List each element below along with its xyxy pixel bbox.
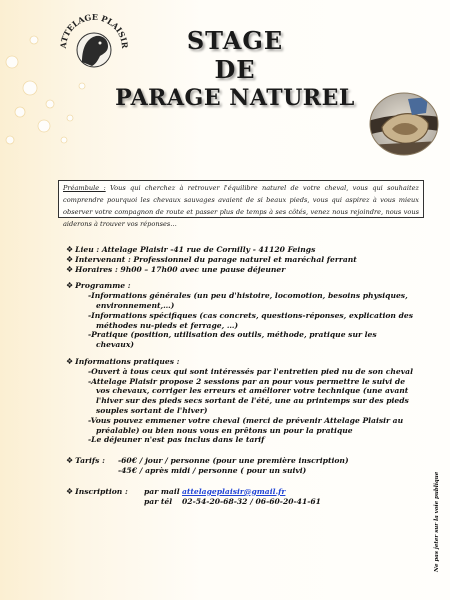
preamble-text: Vous qui cherchez à retrouver l'équilibre naturel de votre cheval, vous qui souhaitez comprendre pourquoi les chevaux sauvages avaient de si beaux pieds, vous qui aspirez à vous mieux observer votre compagnon de route et passer plus de temps à ses côtés, venez nous rejoindre, nous vous aiderons à trouver vos réponses… <box>63 184 419 228</box>
diamond-bullet-icon: ❖ <box>66 486 74 496</box>
pratiques-item: -Le déjeuner n'est pas inclus dans le tarif <box>88 435 265 445</box>
tarifs-line-2 <box>66 466 416 476</box>
inscription-mail <box>66 487 416 497</box>
diamond-bullet-icon: ❖ <box>66 245 74 254</box>
diamond-bullet-icon: ❖ <box>66 356 74 366</box>
tel-label: par tél <box>144 496 173 506</box>
tarif-first: -60€ / jour / personne (pour une première inscription) <box>118 456 349 466</box>
info-intervenant: ❖ Intervenant : Professionnel du parage naturel et maréchal ferrant <box>66 254 357 264</box>
inscription-tel <box>66 497 416 507</box>
tarif-followup: -45€ / après midi / personne ( pour un suivi) <box>118 465 307 475</box>
pratiques-item: -Ouvert à tous ceux qui sont intéressés par l'entretien pied nu de son cheval <box>88 366 413 376</box>
vertical-disposal-note: Ne pas jeter sur la voie publique <box>434 471 440 572</box>
info-horaires: ❖ Horaires : 9h00 – 17h00 avec une pause déjeuner <box>66 264 286 274</box>
programme-heading: ❖ Programme : <box>66 281 131 291</box>
tarifs-label: Tarifs : <box>75 456 105 466</box>
title-line-2: DE <box>214 55 256 84</box>
logo-text: ATTELAGE PLAISIR <box>57 11 131 49</box>
mail-label: par mail <box>144 486 180 496</box>
programme-item: -Pratique (position, utilisation des outils, méthode, pratique sur les chevaux) <box>88 330 377 350</box>
programme-item: -Informations générales (un peu d'histoire, locomotion, besoins physiques, environnement,…) <box>88 291 408 310</box>
pratiques-heading: ❖ Informations pratiques : <box>66 356 180 366</box>
pratiques-item: -Attelage Plaisir propose 2 sessions par an pour vous permettre le suivi de vos chevaux, corriger les erreurs et améliorer votre technique (une avant l'hiver sur des pieds secs sortant de l'été, une au printemps sur des pieds souples sortant de l'hiver) <box>88 376 409 415</box>
page-title <box>100 26 370 113</box>
programme-item: -Informations spécifiques (cas concrets, questions-réponses, explication des méthodes nu-pieds et ferrage, …) <box>88 310 413 330</box>
phone-numbers: 02-54-20-68-32 / 06-60-20-41-61 <box>182 496 321 506</box>
diamond-bullet-icon: ❖ <box>66 264 74 274</box>
title-line-3: PARAGE NATUREL <box>115 85 355 111</box>
info-lieu: ❖ Lieu : Attelage Plaisir -41 rue de Cornilly - 41120 Feings <box>66 245 316 254</box>
title-line-1: STAGE <box>186 26 284 55</box>
tarifs-line-1 <box>66 456 416 466</box>
hoof-photo <box>368 91 440 157</box>
inscription-label: Inscription : <box>75 486 128 496</box>
email-link[interactable]: attelageplaisir@gmail.fr <box>182 486 286 496</box>
diamond-bullet-icon: ❖ <box>66 254 74 264</box>
diamond-bullet-icon: ❖ <box>66 281 74 291</box>
preamble-lead: Préambule : <box>63 184 106 192</box>
content <box>66 245 416 506</box>
preamble-box <box>58 180 424 228</box>
diamond-bullet-icon: ❖ <box>66 456 74 466</box>
pratiques-item: -Vous pouvez emmener votre cheval (merci de prévenir Attelage Plaisir au préalable) ou bien nous vous en prêtons un pour la pratique <box>88 415 404 435</box>
